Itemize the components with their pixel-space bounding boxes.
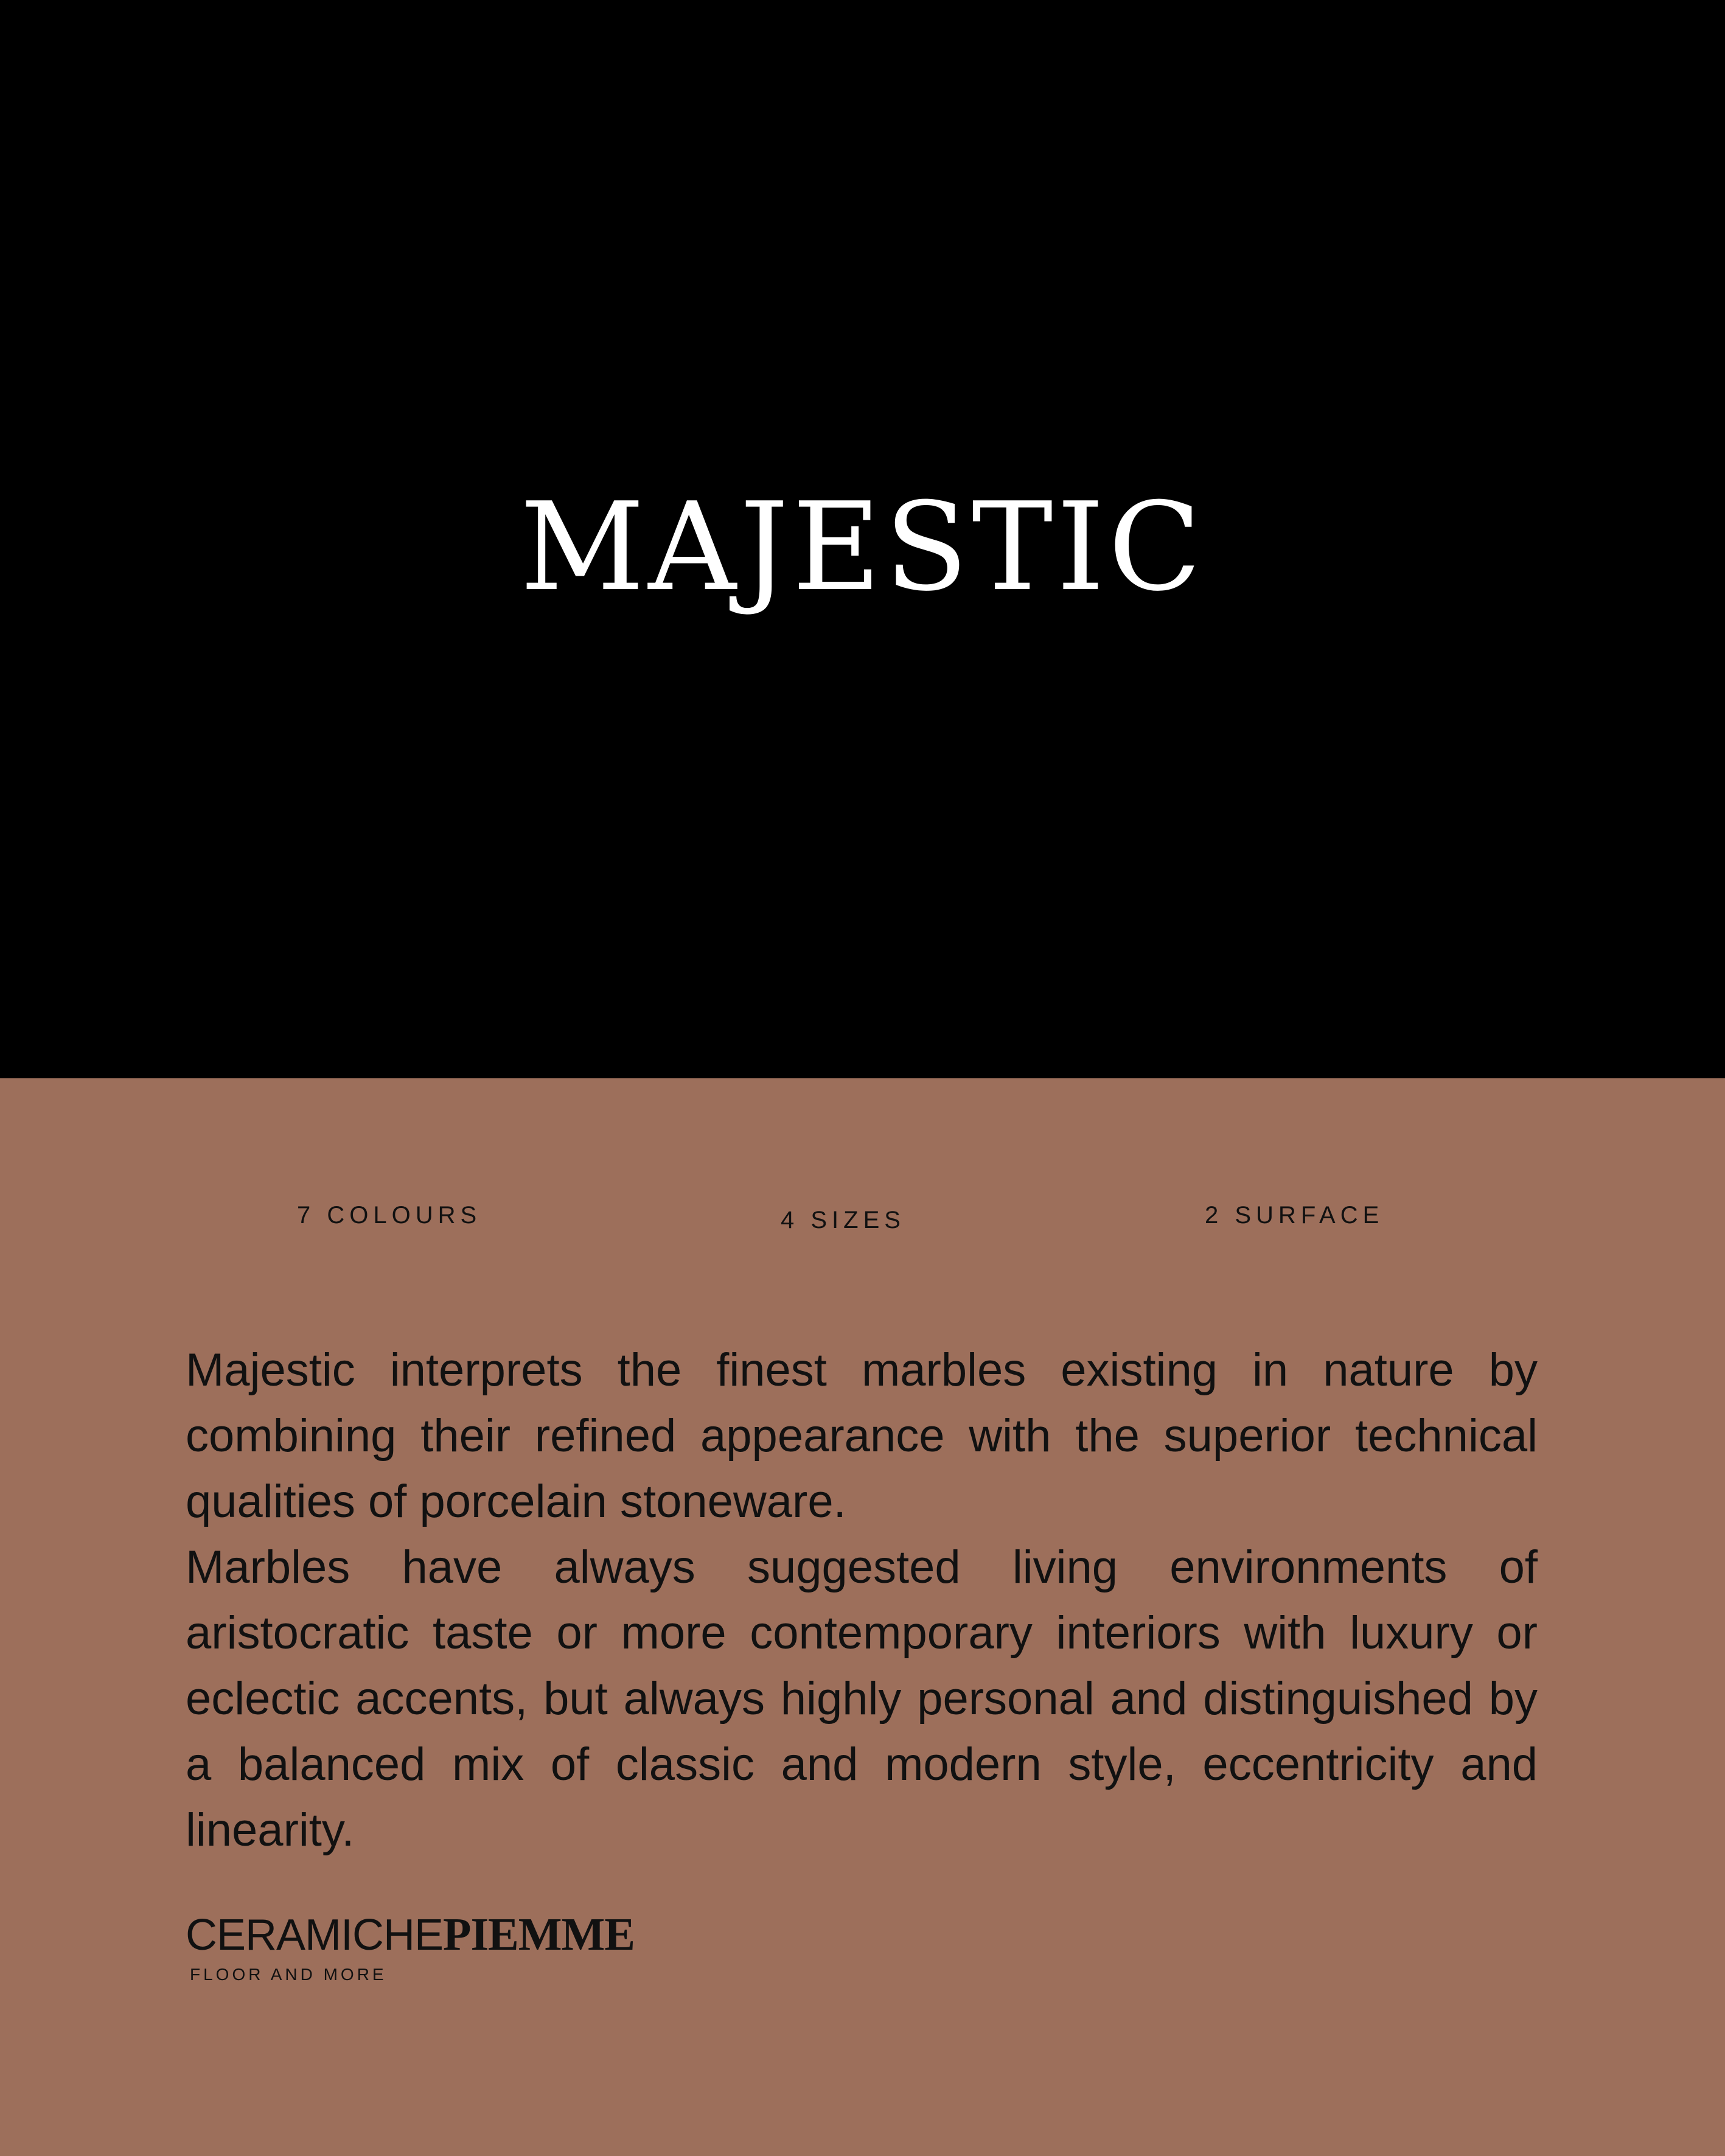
colours-count: 7 COLOURS — [297, 1202, 482, 1229]
sizes-count: 4 SIZES — [781, 1207, 905, 1233]
collection-title: MAJESTIC — [520, 476, 1205, 618]
surface-count: 2 SURFACE — [1205, 1202, 1384, 1229]
description-paragraph-1: Majestic interprets the finest marbles existing in nature by combining their refined appearance with the superior technical qualities of porcelain stoneware. — [186, 1344, 1538, 1527]
brand-name-bold: PIEMME — [443, 1909, 635, 1960]
collection-description — [186, 1338, 1538, 1863]
brand-tagline: FLOOR AND MORE — [190, 1965, 387, 1984]
brand-logo — [186, 1908, 635, 1962]
description-paragraph-2: Marbles have always suggested living environments of aristocratic taste or more contemporary interiors with luxury or eclectic accents, but always highly personal and distinguished by a balanced mix of classic and modern style, eccentricity and linearity. — [186, 1541, 1538, 1856]
brand-name-light: CERAMICHE — [186, 1911, 444, 1959]
